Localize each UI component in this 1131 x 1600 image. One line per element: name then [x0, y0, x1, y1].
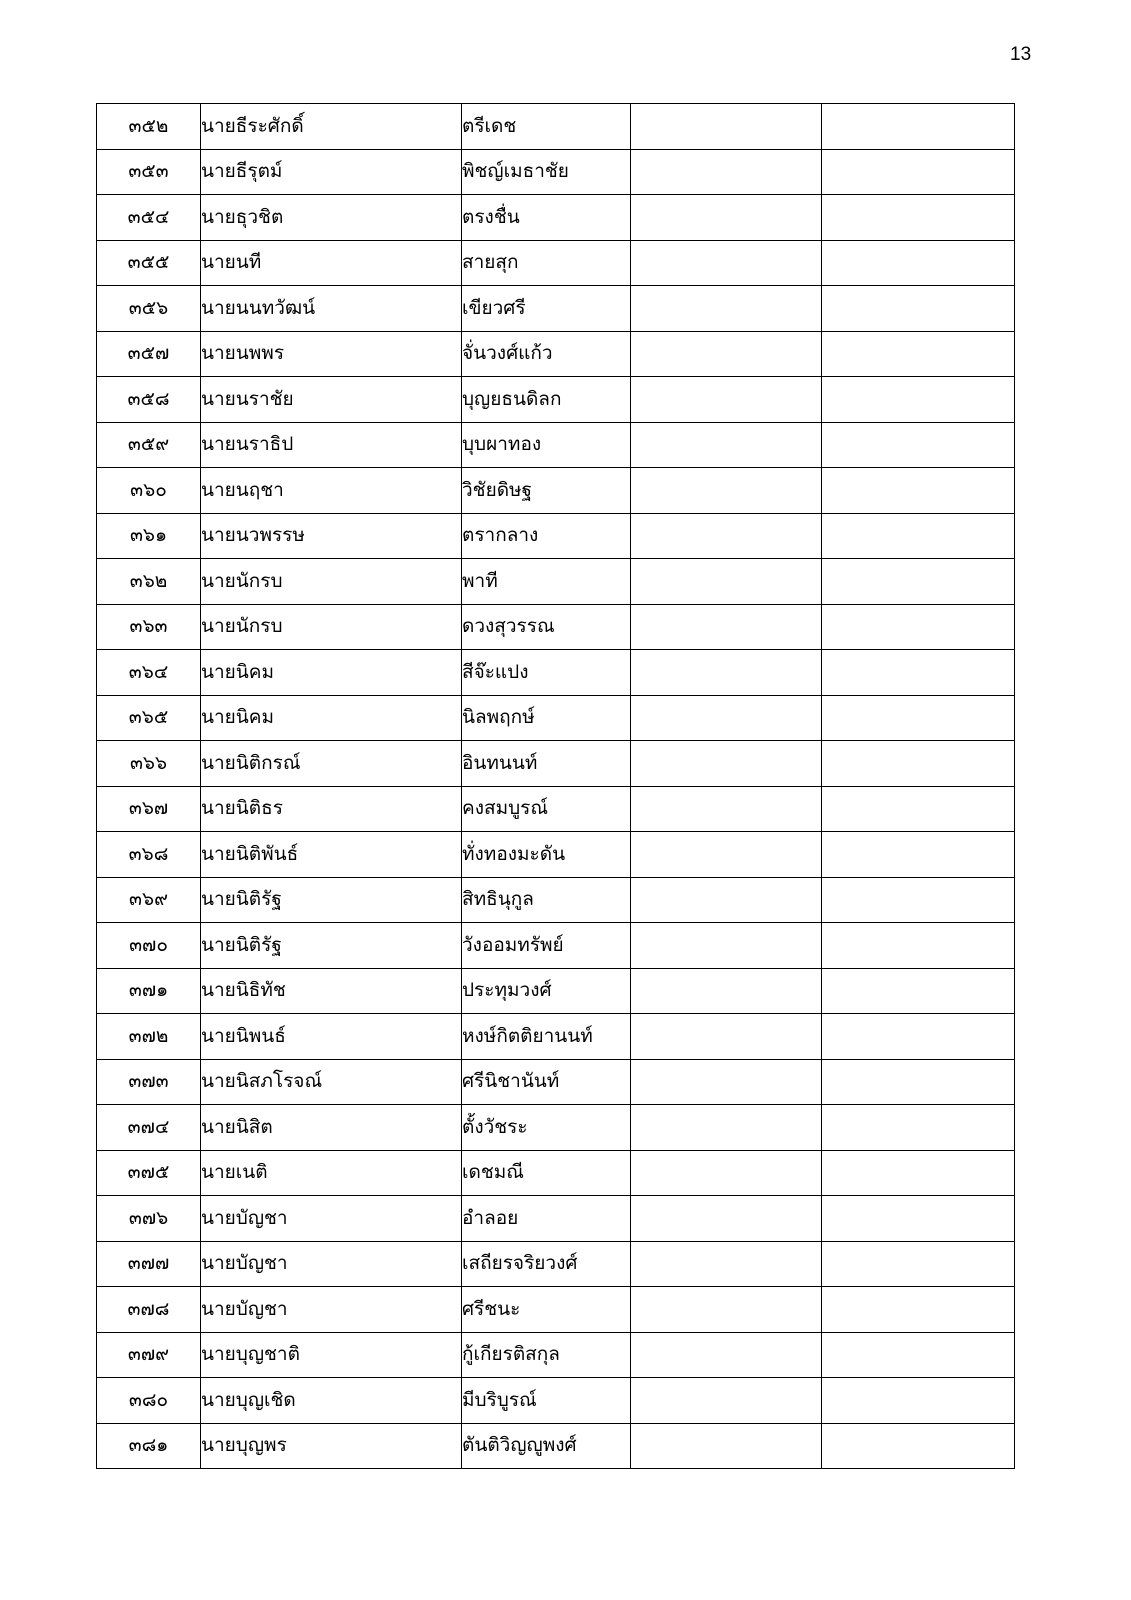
blank-cell-b: [822, 604, 1015, 650]
first-name-cell: นายนราธิป: [201, 422, 462, 468]
last-name-cell: กู้เกียรติสกุล: [462, 1332, 631, 1378]
row-number-cell: ๓๗๙: [97, 1332, 201, 1378]
last-name-cell: ตั้งวัชระ: [462, 1105, 631, 1151]
first-name-cell: นายนนทวัฒน์: [201, 286, 462, 332]
blank-cell-b: [822, 832, 1015, 878]
blank-cell-b: [822, 1241, 1015, 1287]
blank-cell-a: [631, 149, 822, 195]
first-name-cell: นายนิธิทัช: [201, 968, 462, 1014]
last-name-cell: ทั่งทองมะดัน: [462, 832, 631, 878]
last-name-cell: บุบผาทอง: [462, 422, 631, 468]
table-row: [97, 695, 1015, 741]
last-name-cell: วังออมทรัพย์: [462, 923, 631, 969]
last-name-cell: ประทุมวงศ์: [462, 968, 631, 1014]
blank-cell-a: [631, 1241, 822, 1287]
name-roster-table: [96, 103, 1015, 1469]
last-name-cell: อำลอย: [462, 1196, 631, 1242]
row-number-cell: ๓๖๓: [97, 604, 201, 650]
table-row: [97, 559, 1015, 605]
row-number-cell: ๓๗๔: [97, 1105, 201, 1151]
row-number-cell: ๓๗๑: [97, 968, 201, 1014]
table-row: [97, 1150, 1015, 1196]
blank-cell-a: [631, 1014, 822, 1060]
row-number-cell: ๓๗๗: [97, 1241, 201, 1287]
last-name-cell: จั่นวงศ์แก้ว: [462, 331, 631, 377]
first-name-cell: นายนิติพันธ์: [201, 832, 462, 878]
table-row: [97, 104, 1015, 150]
row-number-cell: ๓๖๘: [97, 832, 201, 878]
blank-cell-a: [631, 513, 822, 559]
blank-cell-b: [822, 1287, 1015, 1333]
table-row: [97, 1423, 1015, 1469]
blank-cell-b: [822, 149, 1015, 195]
last-name-cell: สิทธินุกูล: [462, 877, 631, 923]
blank-cell-a: [631, 1059, 822, 1105]
last-name-cell: ศรีนิชานันท์: [462, 1059, 631, 1105]
blank-cell-a: [631, 377, 822, 423]
last-name-cell: ตรงชื่น: [462, 195, 631, 241]
last-name-cell: พาที: [462, 559, 631, 605]
page-number: 13: [1010, 44, 1032, 65]
blank-cell-a: [631, 695, 822, 741]
blank-cell-a: [631, 559, 822, 605]
blank-cell-a: [631, 104, 822, 150]
blank-cell-b: [822, 422, 1015, 468]
first-name-cell: นายนฤชา: [201, 468, 462, 514]
row-number-cell: ๓๖๔: [97, 650, 201, 696]
first-name-cell: นายบุญเชิด: [201, 1378, 462, 1424]
table-row: [97, 377, 1015, 423]
first-name-cell: นายนักรบ: [201, 604, 462, 650]
first-name-cell: นายนที: [201, 240, 462, 286]
first-name-cell: นายนักรบ: [201, 559, 462, 605]
blank-cell-a: [631, 832, 822, 878]
first-name-cell: นายนิสิต: [201, 1105, 462, 1151]
last-name-cell: ตันติวิญญูพงศ์: [462, 1423, 631, 1469]
last-name-cell: พิชญ์เมธาชัย: [462, 149, 631, 195]
row-number-cell: ๓๗๘: [97, 1287, 201, 1333]
blank-cell-b: [822, 468, 1015, 514]
blank-cell-b: [822, 1196, 1015, 1242]
blank-cell-b: [822, 741, 1015, 787]
last-name-cell: ดวงสุวรรณ: [462, 604, 631, 650]
row-number-cell: ๓๗๓: [97, 1059, 201, 1105]
row-number-cell: ๓๕๙: [97, 422, 201, 468]
first-name-cell: นายธุวชิต: [201, 195, 462, 241]
blank-cell-a: [631, 286, 822, 332]
last-name-cell: มีบริบูรณ์: [462, 1378, 631, 1424]
table-row: [97, 149, 1015, 195]
first-name-cell: นายบัญชา: [201, 1241, 462, 1287]
blank-cell-b: [822, 1150, 1015, 1196]
blank-cell-a: [631, 1332, 822, 1378]
row-number-cell: ๓๕๗: [97, 331, 201, 377]
blank-cell-a: [631, 650, 822, 696]
row-number-cell: ๓๖๑: [97, 513, 201, 559]
first-name-cell: นายบุญชาติ: [201, 1332, 462, 1378]
blank-cell-a: [631, 923, 822, 969]
blank-cell-a: [631, 422, 822, 468]
blank-cell-a: [631, 1196, 822, 1242]
blank-cell-b: [822, 1059, 1015, 1105]
blank-cell-b: [822, 1378, 1015, 1424]
last-name-cell: สีจ๊ะแปง: [462, 650, 631, 696]
blank-cell-a: [631, 195, 822, 241]
blank-cell-a: [631, 1378, 822, 1424]
row-number-cell: ๓๕๒: [97, 104, 201, 150]
blank-cell-a: [631, 1150, 822, 1196]
last-name-cell: อินทนนท์: [462, 741, 631, 787]
blank-cell-a: [631, 604, 822, 650]
first-name-cell: นายนิติรัฐ: [201, 877, 462, 923]
table-row: [97, 650, 1015, 696]
table-row: [97, 1196, 1015, 1242]
blank-cell-a: [631, 1105, 822, 1151]
row-number-cell: ๓๕๕: [97, 240, 201, 286]
first-name-cell: นายนิสภโรจณ์: [201, 1059, 462, 1105]
last-name-cell: สายสุก: [462, 240, 631, 286]
first-name-cell: นายนิติกรณ์: [201, 741, 462, 787]
table-row: [97, 286, 1015, 332]
last-name-cell: วิชัยดิษฐ: [462, 468, 631, 514]
last-name-cell: เดชมณี: [462, 1150, 631, 1196]
table-row: [97, 1378, 1015, 1424]
row-number-cell: ๓๕๘: [97, 377, 201, 423]
last-name-cell: ตรากลาง: [462, 513, 631, 559]
table-row: [97, 1241, 1015, 1287]
blank-cell-b: [822, 1423, 1015, 1469]
blank-cell-a: [631, 240, 822, 286]
table-row: [97, 923, 1015, 969]
last-name-cell: หงษ์กิตติยานนท์: [462, 1014, 631, 1060]
row-number-cell: ๓๕๖: [97, 286, 201, 332]
row-number-cell: ๓๖๙: [97, 877, 201, 923]
row-number-cell: ๓๖๕: [97, 695, 201, 741]
first-name-cell: นายบุญพร: [201, 1423, 462, 1469]
row-number-cell: ๓๖๐: [97, 468, 201, 514]
table-row: [97, 832, 1015, 878]
blank-cell-b: [822, 1332, 1015, 1378]
row-number-cell: ๓๗๕: [97, 1150, 201, 1196]
last-name-cell: ตรีเดช: [462, 104, 631, 150]
table-row: [97, 468, 1015, 514]
row-number-cell: ๓๕๔: [97, 195, 201, 241]
table-row: [97, 968, 1015, 1014]
table-row: [97, 741, 1015, 787]
first-name-cell: นายธีระศักดิ์: [201, 104, 462, 150]
blank-cell-a: [631, 468, 822, 514]
row-number-cell: ๓๕๓: [97, 149, 201, 195]
first-name-cell: นายนวพรรษ: [201, 513, 462, 559]
blank-cell-a: [631, 741, 822, 787]
table-row: [97, 1014, 1015, 1060]
first-name-cell: นายนิพนธ์: [201, 1014, 462, 1060]
first-name-cell: นายเนติ: [201, 1150, 462, 1196]
row-number-cell: ๓๖๗: [97, 786, 201, 832]
blank-cell-a: [631, 968, 822, 1014]
first-name-cell: นายนิคม: [201, 695, 462, 741]
first-name-cell: นายนิติธร: [201, 786, 462, 832]
blank-cell-b: [822, 331, 1015, 377]
first-name-cell: นายนพพร: [201, 331, 462, 377]
blank-cell-b: [822, 786, 1015, 832]
table-row: [97, 1332, 1015, 1378]
blank-cell-b: [822, 559, 1015, 605]
first-name-cell: นายบัญชา: [201, 1196, 462, 1242]
last-name-cell: นิลพฤกษ์: [462, 695, 631, 741]
row-number-cell: ๓๗๒: [97, 1014, 201, 1060]
first-name-cell: นายธีรุตม์: [201, 149, 462, 195]
table-row: [97, 331, 1015, 377]
first-name-cell: นายนราชัย: [201, 377, 462, 423]
blank-cell-b: [822, 195, 1015, 241]
table-row: [97, 240, 1015, 286]
blank-cell-b: [822, 968, 1015, 1014]
blank-cell-a: [631, 786, 822, 832]
row-number-cell: ๓๗๐: [97, 923, 201, 969]
last-name-cell: คงสมบูรณ์: [462, 786, 631, 832]
row-number-cell: ๓๘๑: [97, 1423, 201, 1469]
blank-cell-b: [822, 377, 1015, 423]
table-row: [97, 877, 1015, 923]
last-name-cell: ศรีชนะ: [462, 1287, 631, 1333]
last-name-cell: เขียวศรี: [462, 286, 631, 332]
table-row: [97, 195, 1015, 241]
roster-body: [97, 104, 1015, 1469]
table-row: [97, 786, 1015, 832]
first-name-cell: นายนิคม: [201, 650, 462, 696]
row-number-cell: ๓๖๖: [97, 741, 201, 787]
blank-cell-b: [822, 1014, 1015, 1060]
blank-cell-a: [631, 1287, 822, 1333]
row-number-cell: ๓๖๒: [97, 559, 201, 605]
blank-cell-b: [822, 104, 1015, 150]
table-row: [97, 1059, 1015, 1105]
first-name-cell: นายบัญชา: [201, 1287, 462, 1333]
blank-cell-a: [631, 1423, 822, 1469]
first-name-cell: นายนิติรัฐ: [201, 923, 462, 969]
table-row: [97, 513, 1015, 559]
blank-cell-b: [822, 286, 1015, 332]
blank-cell-b: [822, 240, 1015, 286]
table-row: [97, 422, 1015, 468]
blank-cell-b: [822, 650, 1015, 696]
table-row: [97, 604, 1015, 650]
table-row: [97, 1287, 1015, 1333]
blank-cell-a: [631, 877, 822, 923]
row-number-cell: ๓๘๐: [97, 1378, 201, 1424]
blank-cell-b: [822, 923, 1015, 969]
blank-cell-b: [822, 1105, 1015, 1151]
table-row: [97, 1105, 1015, 1151]
blank-cell-a: [631, 331, 822, 377]
blank-cell-b: [822, 513, 1015, 559]
row-number-cell: ๓๗๖: [97, 1196, 201, 1242]
last-name-cell: บุญยธนดิลก: [462, 377, 631, 423]
last-name-cell: เสถียรจริยวงศ์: [462, 1241, 631, 1287]
blank-cell-b: [822, 695, 1015, 741]
blank-cell-b: [822, 877, 1015, 923]
